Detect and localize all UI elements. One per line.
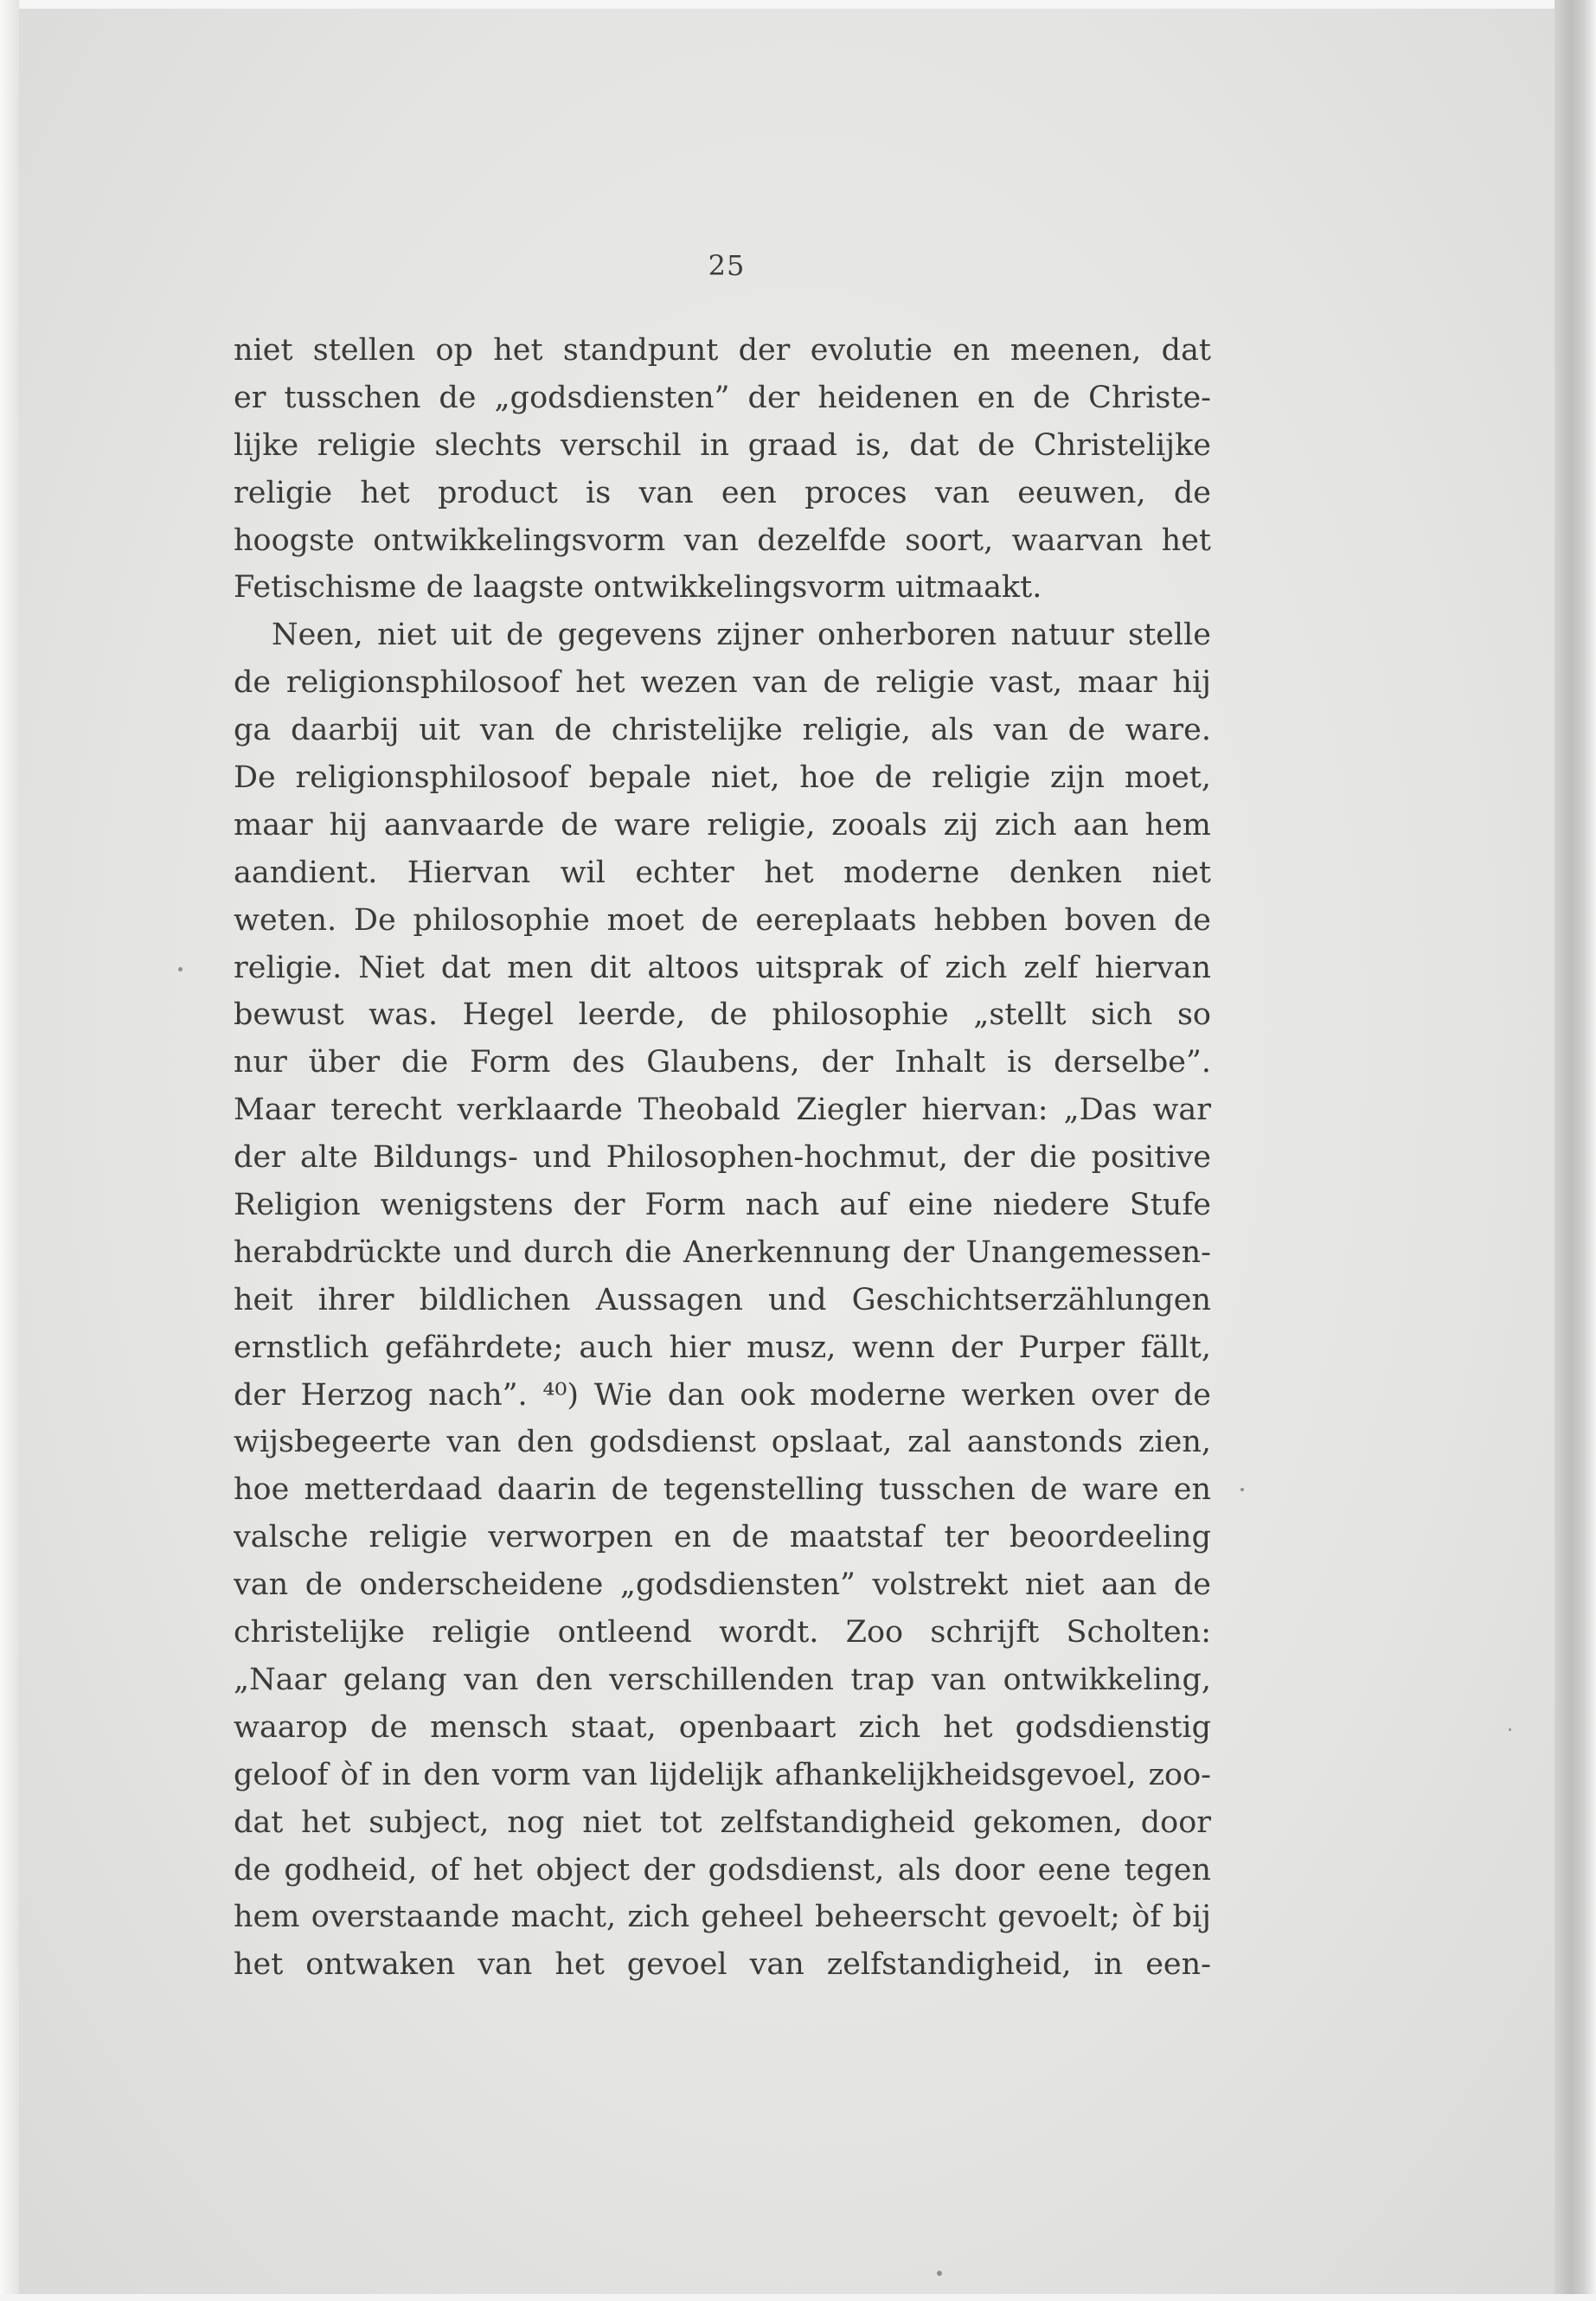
text-line: wijsbegeerte van den godsdienst opslaat, zal aanstonds zien,: [234, 1425, 1211, 1460]
text-line: weten. De philosophie moet de eereplaats hebben boven de: [234, 902, 1211, 938]
text-line: het ontwaken van het gevoel van zelfstandigheid, in een-: [234, 1947, 1211, 1983]
page-number: 25: [708, 249, 746, 282]
paper-speck: [1240, 1488, 1244, 1491]
text-line: valsche religie verworpen en de maatstaf ter beoordeeling: [234, 1520, 1211, 1555]
text-line: bewust was. Hegel leerde, de philosophie „stellt sich so: [234, 997, 1211, 1033]
text-line: Maar terecht verklaarde Theobald Ziegler hiervan: „Das war: [234, 1093, 1211, 1128]
text-line: Religion wenigstens der Form nach auf eine niedere Stufe: [234, 1188, 1211, 1223]
text-line: er tusschen de „godsdiensten” der heidenen en de Christe-: [234, 380, 1211, 415]
text-line: de religionsphilosoof het wezen van de religie vast, maar hij: [234, 665, 1211, 701]
text-line: christelijke religie ontleend wordt. Zoo schrijft Scholten:: [234, 1615, 1211, 1650]
text-line: waarop de mensch staat, openbaart zich het godsdienstig: [234, 1709, 1211, 1745]
page-binding-edge: [1554, 0, 1596, 2301]
text-line: aandient. Hiervan wil echter het moderne denken niet: [234, 855, 1211, 890]
text-line: hoe metterdaad daarin de tegenstelling tusschen de ware en: [234, 1472, 1211, 1508]
body-text: [234, 327, 1211, 1989]
text-line: ernstlich gefährdete; auch hier musz, wenn der Purper fällt,: [234, 1330, 1211, 1365]
text-line: der alte Bildungs- und Philosophen-hochmut, der die positive: [234, 1140, 1211, 1176]
text-line: religie het product is van een proces van eeuwen, de: [234, 475, 1211, 510]
text-line: ga daarbij uit van de christelijke religie, als van de ware.: [234, 713, 1211, 748]
paper-speck: [178, 967, 183, 971]
text-line: religie. Niet dat men dit altoos uitsprak of zich zelf hiervan: [234, 950, 1211, 985]
paper-speck: [937, 2271, 942, 2276]
page-bottom-edge: [0, 2294, 1596, 2301]
text-line: van de onderscheidene „godsdiensten” volstrekt niet aan de: [234, 1567, 1211, 1603]
text-line: der Herzog nach”. ⁴⁰) Wie dan ook moderne werken over de: [234, 1377, 1211, 1413]
text-line: niet stellen op het standpunt der evolutie en meenen, dat: [234, 333, 1211, 368]
text-line: herabdrückte und durch die Anerkennung der Unangemessen-: [234, 1234, 1211, 1270]
text-line: hoogste ontwikkelingsvorm van dezelfde soort, waarvan het: [234, 522, 1211, 558]
text-line: lijke religie slechts verschil in graad is, dat de Christelijke: [234, 427, 1211, 463]
text-line: „Naar gelang van den verschillenden trap van ontwikkeling,: [234, 1662, 1211, 1697]
text-line: hem overstaande macht, zich geheel beheerscht gevoelt; òf bij: [234, 1900, 1211, 1935]
text-line: Fetischisme de laagste ontwikkelingsvorm uitmaakt.: [234, 570, 1042, 606]
text-line: Neen, niet uit de gegevens zijner onherboren natuur stelle: [272, 618, 1211, 653]
text-line: heit ihrer bildlichen Aussagen und Geschichtserzählungen: [234, 1282, 1211, 1317]
text-line: de godheid, of het object der godsdienst, als door eene tegen: [234, 1852, 1211, 1888]
text-line: nur über die Form des Glaubens, der Inhalt is derselbe”.: [234, 1045, 1211, 1080]
page-top-edge: [0, 0, 1596, 9]
page-left-edge: [0, 0, 19, 2301]
paper-speck: [1509, 1728, 1511, 1731]
text-line: De religionsphilosoof bepale niet, hoe de religie zijn moet,: [234, 760, 1211, 796]
text-line: geloof òf in den vorm van lijdelijk afhankelijkheidsgevoel, zoo-: [234, 1757, 1211, 1792]
text-line: maar hij aanvaarde de ware religie, zooals zij zich aan hem: [234, 807, 1211, 843]
text-line: dat het subject, nog niet tot zelfstandigheid gekomen, door: [234, 1804, 1211, 1840]
